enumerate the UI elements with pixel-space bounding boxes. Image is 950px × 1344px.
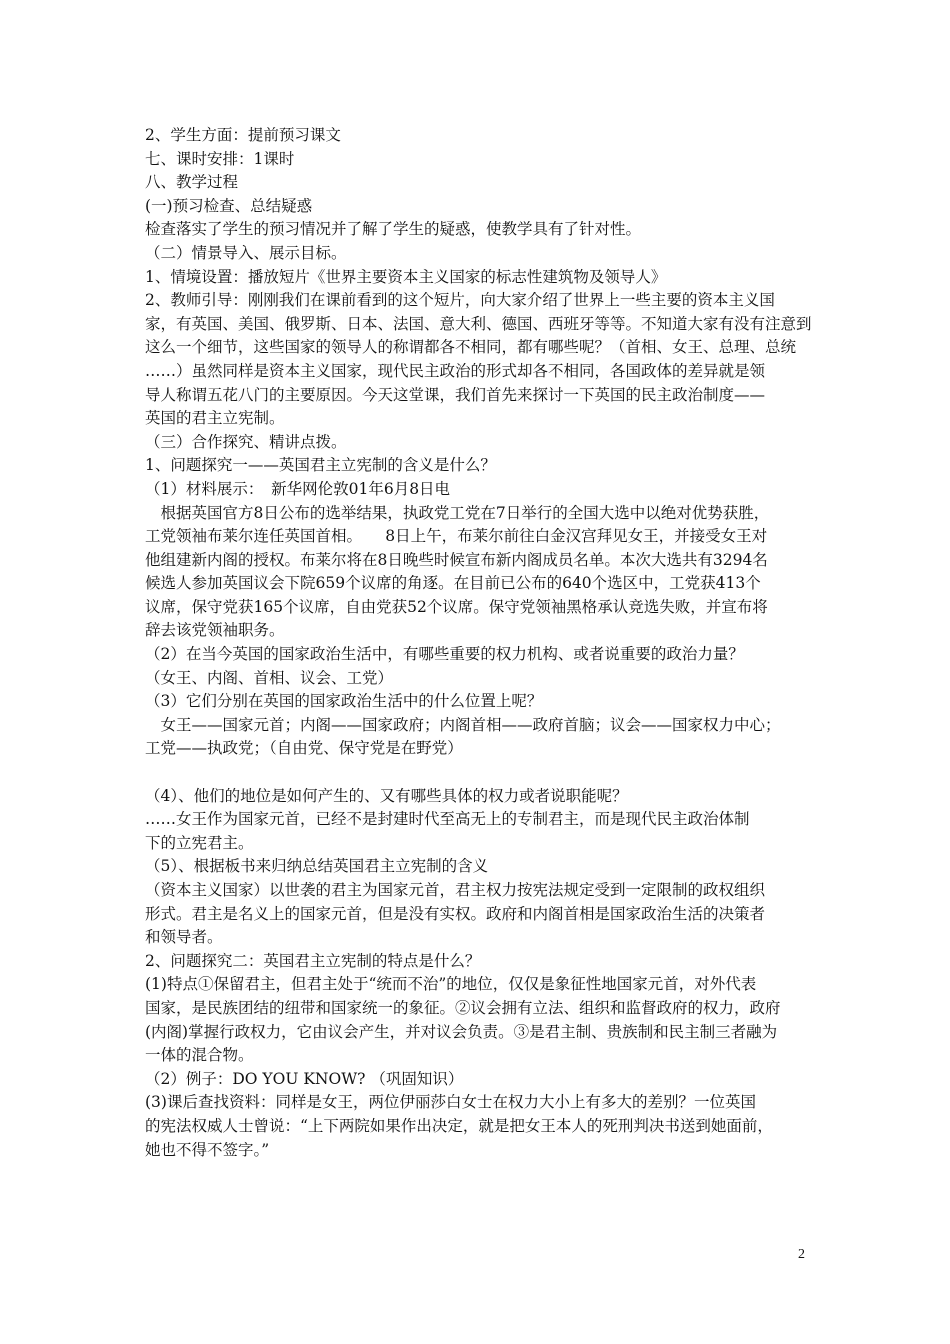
text-line: 这么一个细节，这些国家的领导人的称谓都各不相同，都有哪些呢？（首相、女王、总理、总统 [145,338,797,357]
text-line: （5）、根据板书来归纳总结英国君主立宪制的含义 [145,857,489,876]
text-line: （二）情景导入、展示目标。 [145,243,347,262]
text-line: 女王——国家元首；内阁——国家政府；内阁首相——政府首脑；议会——国家权力中心； [145,715,781,734]
text-line: 议席，保守党获165个议席，自由党获52个议席。保守党领袖黑格承认竞选失败，并宣布将 [145,597,768,616]
text-line: （三）合作探究、精讲点拨。 [145,432,347,451]
text-line: （4）、他们的地位是如何产生的、又有哪些具体的权力或者说职能呢？ [145,786,628,805]
text-line: ……）虽然同样是资本主义国家，现代民主政治的形式却各不相同，各国政体的差异就是领 [145,361,766,380]
text-line: 一体的混合物。 [145,1046,254,1065]
text-line: 候选人参加英国议会下院659个议席的角逐。在目前已公布的640个选区中，工党获413个 [145,574,761,593]
text-line: 他组建新内阁的授权。布莱尔将在8日晚些时候宣布新内阁成员名单。本次大选共有3294名 [145,550,768,569]
text-line: 根据英国官方8日公布的选举结果，执政党工党在7日举行的全国大选中以绝对优势获胜， [145,503,770,522]
text-line: (3)课后查找资料：同样是女王，两位伊丽莎白女士在权力大小上有多大的差别？一位英国 [145,1093,756,1112]
text-line: 工党——执政党；（自由党、保守党是在野党） [145,739,463,758]
text-line: （1）材料展示： 新华网伦敦01年6月8日电 [145,479,451,498]
text-line: （3）它们分别在英国的国家政治生活中的什么位置上呢？ [145,692,543,711]
text-line: 1、问题探究一——英国君主立宪制的含义是什么？ [145,456,496,475]
text-line: 国家，是民族团结的纽带和国家统一的象征。②议会拥有立法、组织和监督政府的权力，政府 [145,998,781,1017]
text-line: (一)预习检查、总结疑惑 [145,196,313,215]
page-number: 2 [798,1247,805,1262]
text-line: ……女王作为国家元首，已经不是封建时代至高无上的专制君主，而是现代民主政治体制 [145,810,750,829]
document-body [145,124,817,1162]
text-line: 1、情境设置：播放短片《世界主要资本主义国家的标志性建筑物及领导人》 [145,267,667,286]
text-line: 形式。君主是名义上的国家元首，但是没有实权。政府和内阁首相是国家政治生活的决策者 [145,904,766,923]
text-line: 的宪法权威人士曾说：“上下两院如果作出决定，就是把女王本人的死刑判决书送到她面前， [145,1116,773,1135]
text-line: 家，有英国、美国、俄罗斯、日本、法国、意大利、德国、西班牙等等。不知道大家有没有注意到 [145,314,812,333]
text-line: (内阁)掌握行政权力，它由议会产生，并对议会负责。③是君主制、贵族制和民主制三者融为 [145,1022,778,1041]
text-line: 2、学生方面：提前预习课文 [145,126,341,144]
text-line: 工党领袖布莱尔连任英国首相。 8日上午，布莱尔前往白金汉宫拜见女王，并接受女王对 [145,527,768,546]
text-line: （女王、内阁、首相、议会、工党） [145,668,394,687]
text-line: 八、教学过程 [145,173,239,192]
text-line: 2、问题探究二：英国君主立宪制的特点是什么？ [145,951,481,970]
text-line: 导人称谓五花八门的主要原因。今天这堂课，我们首先来探讨一下英国的民主政治制度—— [145,385,766,404]
text-line: 和领导者。 [145,928,223,947]
text-line: 她也不得不签字。” [145,1140,270,1159]
text-line: 下的立宪君主。 [145,833,254,852]
blank-line [145,761,817,785]
text-line: 七、课时安排：1课时 [145,149,295,168]
text-line: （2）例子：DO YOU KNOW? （巩固知识） [145,1069,464,1088]
text-line: 英国的君主立宪制。 [145,409,285,428]
text-line: 辞去该党领袖职务。 [145,621,285,640]
text-line: （资本主义国家）以世袭的君主为国家元首，君主权力按宪法规定受到一定限制的政权组织 [145,881,766,899]
text-line: (1)特点①保留君主，但君主处于“统而不治”的地位，仅仅是象征性地国家元首，对外代表 [145,975,757,994]
text-line: 2、教师引导：刚刚我们在课前看到的这个短片，向大家介绍了世界上一些主要的资本主义国 [145,291,775,310]
text-line: （2）在当今英国的国家政治生活中，有哪些重要的权力机构、或者说重要的政治力量？ [145,645,744,664]
text-line: 检查落实了学生的预习情况并了解了学生的疑惑，使教学具有了针对性。 [145,220,642,239]
